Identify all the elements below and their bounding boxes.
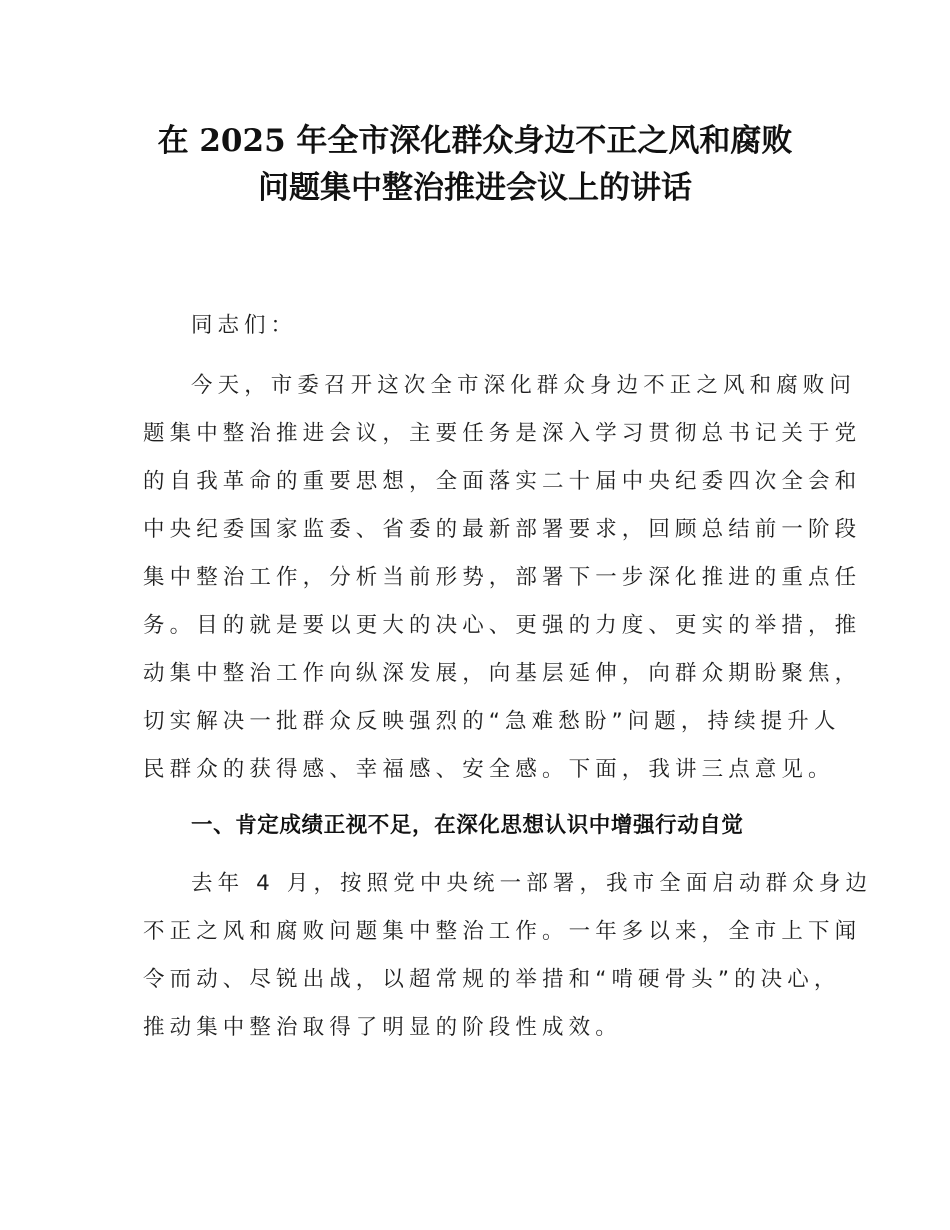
title-line-1: 在 2025 年全市深化群众身边不正之风和腐败 <box>157 123 793 159</box>
achievements-paragraph <box>143 860 873 1052</box>
paragraph-line: 不正之风和腐败问题集中整治工作。一年多以来，全市上下闻 <box>143 919 862 944</box>
paragraph-line: 动集中整治工作向纵深发展，向基层延伸，向群众期盼聚焦， <box>143 661 862 686</box>
paragraph-line: 今天，市委召开这次全市深化群众身边不正之风和腐败问 <box>191 373 857 398</box>
greeting: 同志们： <box>191 313 298 338</box>
paragraph-line: 集中整治工作，分析当前形势，部署下一步深化推进的重点任 <box>143 565 862 590</box>
paragraph-line: 中央纪委国家监委、省委的最新部署要求，回顾总结前一阶段 <box>143 517 862 542</box>
paragraph-line: 务。目的就是要以更大的决心、更强的力度、更实的举措，推 <box>143 613 862 638</box>
section-heading-1: 一、肯定成绩正视不足，在深化思想认识中增强行动自觉 <box>191 813 744 838</box>
paragraph-line: 去年 4 月，按照党中央统一部署，我市全面启动群众身边 <box>191 871 873 896</box>
paragraph-line: 题集中整治推进会议，主要任务是深入学习贯彻总书记关于党 <box>143 421 862 446</box>
paragraph-line: 令而动、尽锐出战，以超常规的举措和“啃硬骨头”的决心， <box>143 967 841 992</box>
paragraph-line: 切实解决一批群众反映强烈的“急难愁盼”问题，持续提升人 <box>143 709 841 734</box>
paragraph-line: 推动集中整治取得了明显的阶段性成效。 <box>143 1015 622 1040</box>
intro-paragraph <box>143 362 862 794</box>
paragraph-line: 的自我革命的重要思想，全面落实二十届中央纪委四次全会和 <box>143 469 862 494</box>
title-line-2: 问题集中整治推进会议上的讲话 <box>258 170 692 206</box>
document-title <box>100 118 850 212</box>
paragraph-line: 民群众的获得感、幸福感、安全感。下面，我讲三点意见。 <box>143 757 835 782</box>
